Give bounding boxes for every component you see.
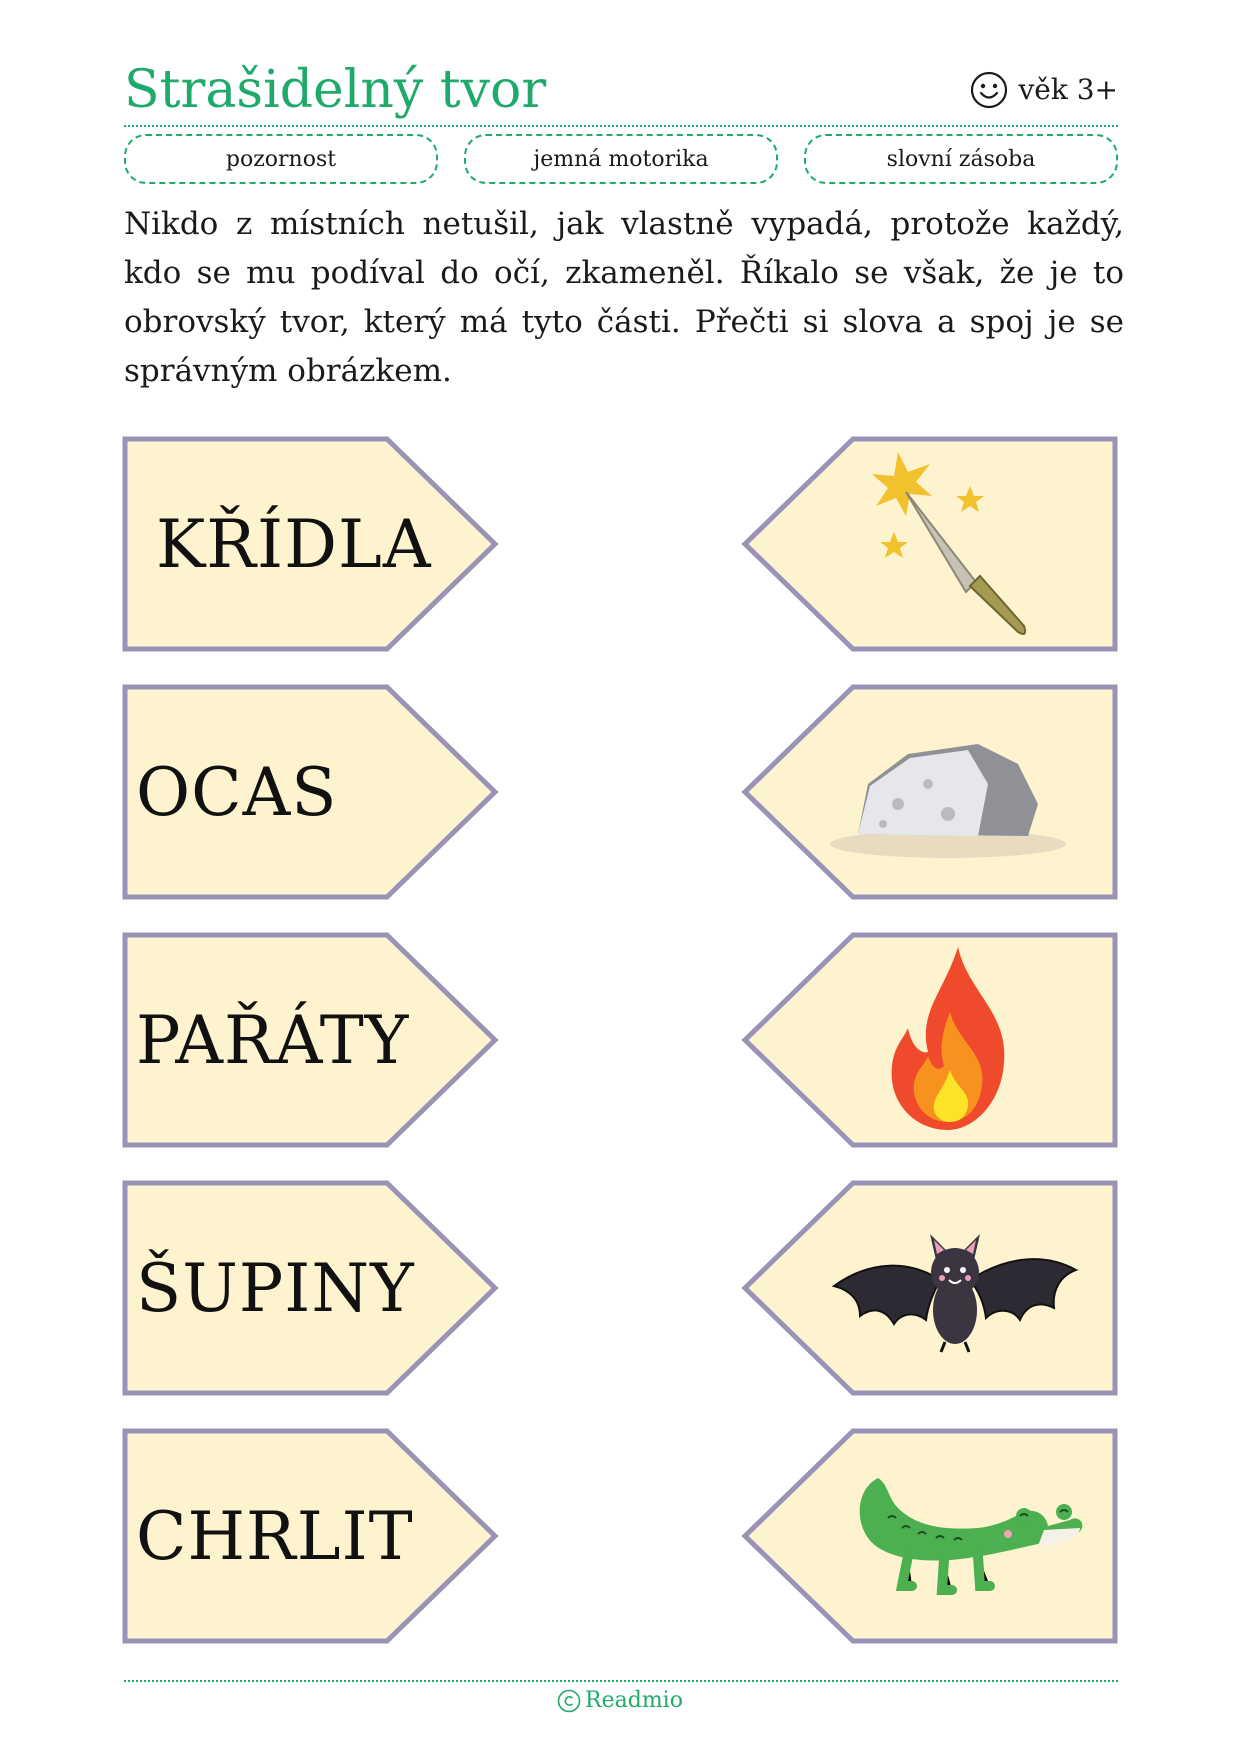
picture-card[interactable] [738,1180,1118,1396]
picture-card[interactable] [738,1428,1118,1644]
footer-brand: Readmio [585,1688,683,1713]
word-card[interactable] [122,684,502,900]
word-label: OCAS [136,753,338,831]
page-title: Strašidelný tvor [124,60,547,120]
instructions-text: Nikdo z místních netušil, jak vlastně vypadá, protože každý, kdo se mu podíval do očí, zkameněl. Říkalo se však, že je to obrovský tvor, který má tyto části. Přečti si slova a spoj je se správným obrázkem. [124,206,1124,389]
stone-icon [828,724,1068,864]
word-label: PAŘÁTY [136,1001,410,1079]
bat-icon [830,1220,1080,1360]
word-card[interactable] [122,1180,502,1396]
magic-knife-icon [858,442,1078,642]
skill-tag: slovní zásoba [804,134,1118,184]
footer-divider [124,1680,1118,1682]
skill-tag: jemná motorika [464,134,778,184]
word-label: KŘÍDLA [156,505,432,583]
footer [0,1686,1240,1716]
fire-icon [878,942,1018,1138]
skill-tag: pozornost [124,134,438,184]
picture-card[interactable] [738,684,1118,900]
word-label: ŠUPINY [136,1249,415,1327]
word-label: CHRLIT [136,1497,414,1575]
picture-card[interactable] [738,932,1118,1148]
copyright-icon [557,1689,581,1713]
word-card[interactable] [122,1428,502,1644]
word-card[interactable] [122,932,502,1148]
word-card[interactable] [122,436,502,652]
age-label: věk 3+ [1018,73,1118,106]
crocodile-icon [848,1468,1088,1608]
picture-card[interactable] [738,436,1118,652]
